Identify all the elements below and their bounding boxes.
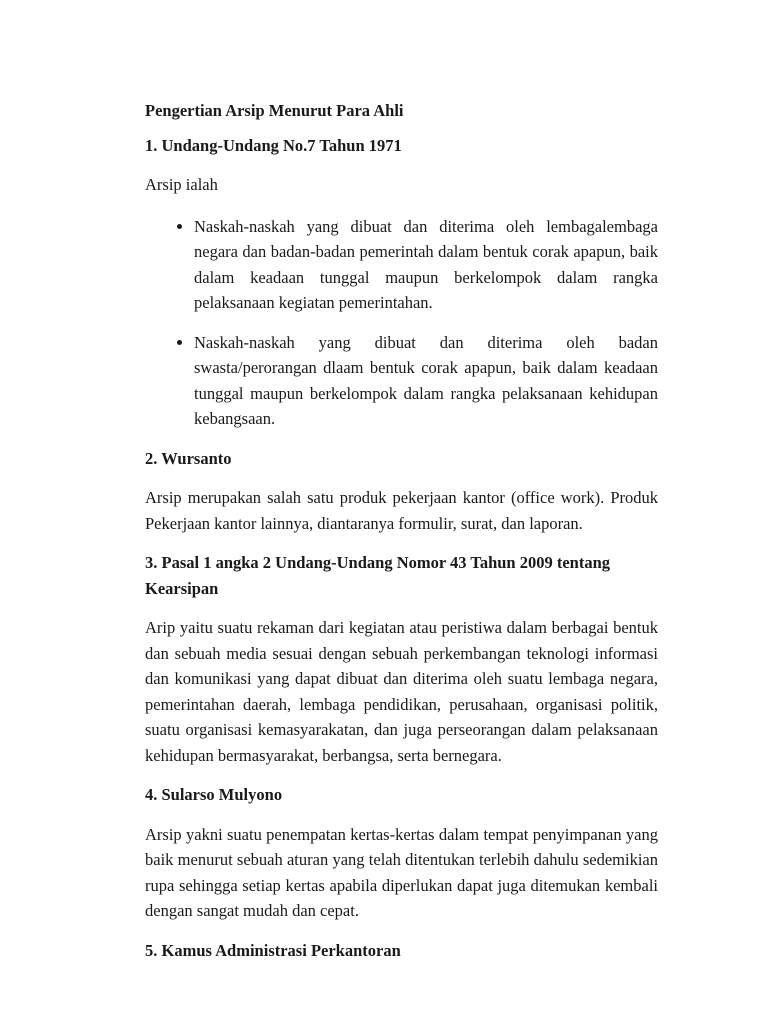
bullet-list [145,214,658,432]
section-sularso-mulyono [145,782,658,924]
section-kamus-administrasi [145,938,658,964]
section-heading: 2. Wursanto [145,448,232,468]
section-wursanto [145,446,658,537]
section-pasal-1-angka-2 [145,550,658,768]
bullet-item: • Naskah-naskah yang dibuat dan diterima oleh badan swasta/perorangan dlaam bentuk corak apapun, baik dalam keadaan tunggal maupun berkelompok dalam rangka pelaksanaan kehidupan kebangsaan. [194,330,658,432]
section-heading: 5. Kamus Administrasi Perkantoran [145,940,401,960]
section-intro: Arsip ialah [145,175,218,194]
page-title: Pengertian Arsip Menurut Para Ahli [145,101,404,120]
paragraph: Arsip yakni suatu penempatan kertas-kertas dalam tempat penyimpanan yang baik menurut sebuah aturan yang telah ditentukan terlebih dahulu sedemikian rupa sehingga setiap kertas apabila diperlukan dapat juga ditemukan kembali dengan sangat mudah dan cepat. [145,824,658,920]
section-heading: 1. Undang-Undang No.7 Tahun 1971 [145,135,402,155]
section-heading: 3. Pasal 1 angka 2 Undang-Undang Nomor 43 Tahun 2009 tentang Kearsipan [145,553,611,598]
paragraph: Arsip merupakan salah satu produk pekerjaan kantor (office work). Produk Pekerjaan kantor lainnya, diantaranya formulir, surat, dan laporan. [145,488,658,533]
section-heading: 4. Sularso Mulyono [145,785,283,804]
paragraph: Arip yaitu suatu rekaman dari kegiatan atau peristiwa dalam berbagai bentuk dan sebuah media sesuai dengan sebuah perkembangan teknologi informasi dan komunikasi yang dapat dibuat dan diterima oleh suatu lembaga negara, pemerintahan daerah, lembaga pendidikan, perusahaan, organisasi politik, suatu organisasi kemasyarakatan, dan juga perseorangan dalam pelaksanaan kehidupan bermasyarakat, berbangsa, serta bernegara. [145,618,658,765]
section-undang-undang [145,133,658,432]
bullet-item: • Naskah-naskah yang dibuat dan diterima oleh lembagalembaga negara dan badan-badan pemerintah dalam bentuk corak apapun, baik dalam keadaan tunggal maupun berkelompok dalam rangka pelaksanaan kegiatan pemerintahan. [194,214,658,316]
